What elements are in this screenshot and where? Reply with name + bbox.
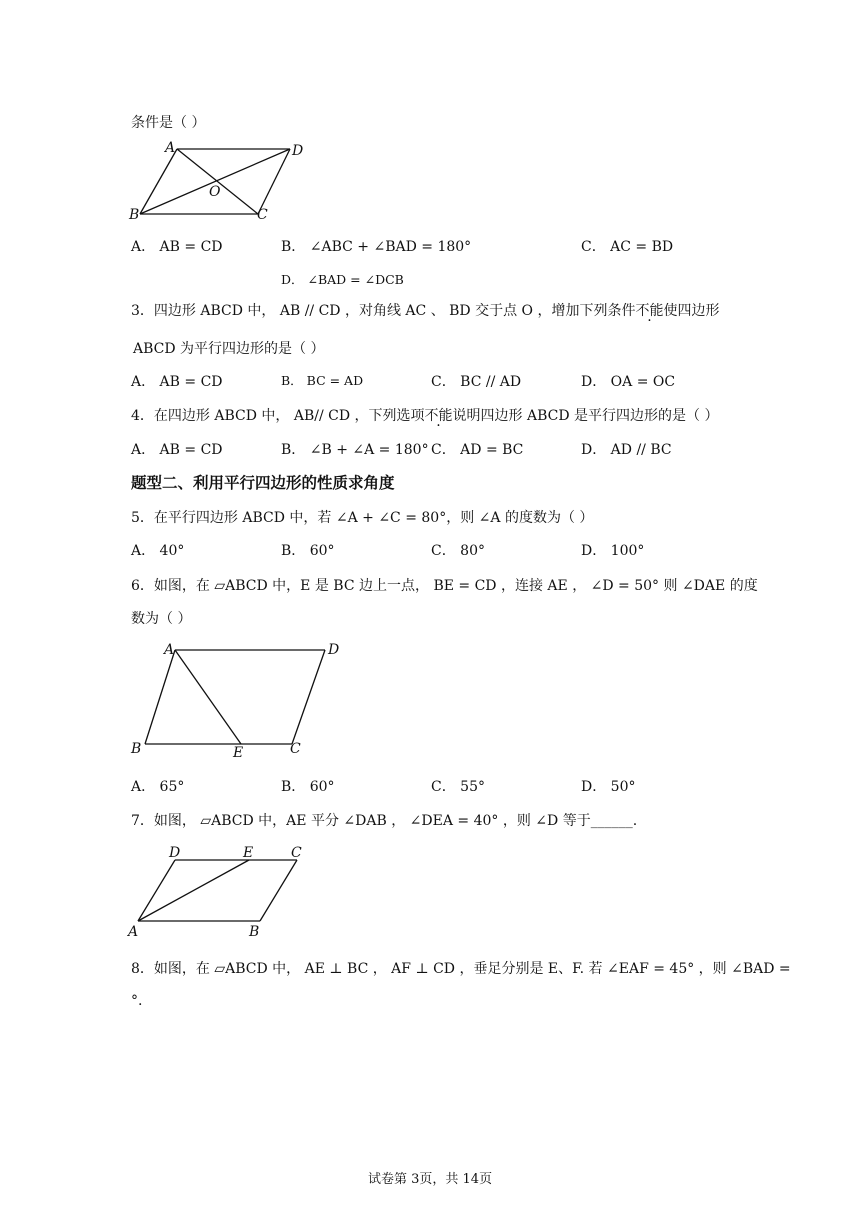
q2-label-b: B bbox=[129, 207, 140, 223]
q7-label-b: B bbox=[249, 924, 260, 940]
q6-figure bbox=[125, 638, 345, 763]
q6-label-b: B bbox=[131, 741, 142, 757]
section-heading: 题型二、利用平行四边形的性质求角度 bbox=[131, 474, 395, 492]
q8-text-line2: °. bbox=[131, 993, 143, 1009]
q4-emphasis: 不能 bbox=[424, 408, 453, 424]
q2-figure bbox=[125, 137, 325, 227]
q3-option-c[interactable]: C． BC // AD bbox=[431, 374, 522, 390]
q2-option-a[interactable]: A． AB = CD bbox=[131, 239, 223, 255]
q7-label-c: C bbox=[291, 845, 302, 861]
q2-option-d[interactable]: D． ∠BAD = ∠DCB bbox=[281, 272, 404, 287]
q5-option-c[interactable]: C． 80° bbox=[431, 543, 485, 559]
q7-text: 7．如图， ▱ABCD 中，AE 平分 ∠DAB ， ∠DEA = 40° ，则 ∠D 等于______. bbox=[131, 813, 638, 829]
q6-label-d: D bbox=[328, 642, 340, 658]
q2-option-c[interactable]: C． AC = BD bbox=[581, 239, 674, 255]
q2-label-d: D bbox=[292, 143, 304, 159]
q5-text: 5．在平行四边形 ABCD 中，若 ∠A + ∠C = 80°，则 ∠A 的度数为（ ） bbox=[131, 510, 594, 526]
q6-option-b[interactable]: B． 60° bbox=[281, 779, 335, 795]
q2-label-a: A bbox=[165, 140, 176, 156]
q7-label-d: D bbox=[169, 845, 181, 861]
q3-text-b: 使四边形 bbox=[663, 303, 720, 319]
q4-text bbox=[131, 405, 718, 425]
q7-label-e: E bbox=[243, 845, 254, 861]
q4-text-b: 说明四边形 ABCD 是平行四边形的是（ ） bbox=[452, 408, 719, 424]
q7-label-a: A bbox=[128, 924, 139, 940]
q4-option-d[interactable]: D． AD // BC bbox=[581, 442, 672, 458]
q2-option-b[interactable]: B． ∠ABC + ∠BAD = 180° bbox=[281, 239, 472, 255]
q5-option-a[interactable]: A． 40° bbox=[131, 543, 185, 559]
q4-option-a[interactable]: A． AB = CD bbox=[131, 442, 223, 458]
q2-tail: 条件是（ ） bbox=[131, 115, 206, 131]
q5-option-d[interactable]: D． 100° bbox=[581, 543, 645, 559]
q4-option-b[interactable]: B． ∠B + ∠A = 180° bbox=[281, 442, 429, 458]
q3-option-d[interactable]: D． OA = OC bbox=[581, 374, 676, 390]
q3-text-a: 3．四边形 ABCD 中， AB // CD ，对角线 AC 、 BD 交于点 O ，增加下列条件 bbox=[131, 303, 636, 319]
q7-figure bbox=[125, 842, 325, 942]
q2-label-c: C bbox=[257, 207, 268, 223]
q3-emphasis: 不能 bbox=[635, 303, 664, 319]
q6-text-line2: 数为（ ） bbox=[131, 611, 192, 627]
q3-text-line1 bbox=[131, 300, 719, 320]
q6-option-d[interactable]: D． 50° bbox=[581, 779, 636, 795]
page-footer: 试卷第 3页，共 14页 bbox=[368, 1172, 493, 1187]
q5-option-b[interactable]: B． 60° bbox=[281, 543, 335, 559]
q4-option-c[interactable]: C． AD = BC bbox=[431, 442, 524, 458]
q3-text-line2: ABCD 为平行四边形的是（ ） bbox=[133, 341, 325, 357]
q6-label-a: A bbox=[164, 642, 175, 658]
q6-text-line1: 6．如图，在 ▱ABCD 中，E 是 BC 边上一点， BE = CD ，连接 AE ， ∠D = 50° 则 ∠DAE 的度 bbox=[131, 578, 758, 594]
q6-option-c[interactable]: C． 55° bbox=[431, 779, 485, 795]
q6-label-e: E bbox=[233, 745, 244, 761]
q4-text-a: 4．在四边形 ABCD 中， AB// CD ，下列选项 bbox=[131, 408, 425, 424]
q3-option-b[interactable]: B． BC = AD bbox=[281, 373, 364, 388]
q6-label-c: C bbox=[290, 741, 301, 757]
q3-option-a[interactable]: A． AB = CD bbox=[131, 374, 223, 390]
q6-option-a[interactable]: A． 65° bbox=[131, 779, 185, 795]
q8-text-line1: 8．如图，在 ▱ABCD 中， AE ⊥ BC ， AF ⊥ CD ，垂足分别是 E、F. 若 ∠EAF = 45° ，则 ∠BAD = bbox=[131, 961, 791, 977]
q2-label-o: O bbox=[209, 184, 221, 200]
